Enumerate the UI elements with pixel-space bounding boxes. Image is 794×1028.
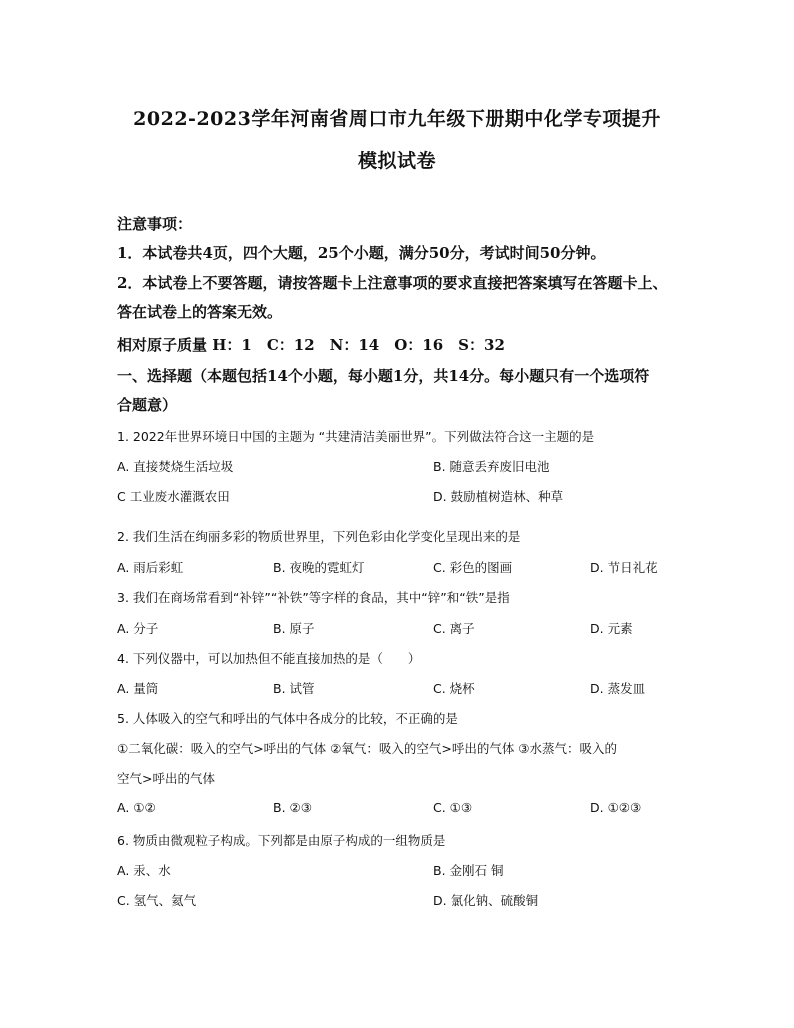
question-4-option-c: C. 烧杯 bbox=[433, 681, 475, 696]
question-4-option-d: D. 蒸发皿 bbox=[590, 681, 646, 696]
question-2-option-b: B. 夜晚的霓虹灯 bbox=[273, 560, 365, 575]
question-4-option-a: A. 量筒 bbox=[117, 681, 159, 696]
question-5-option-a: A. ①② bbox=[117, 800, 156, 815]
question-5-option-c: C. ①③ bbox=[433, 800, 473, 815]
notes-heading: 注意事项： bbox=[117, 215, 193, 233]
question-3-option-b: B. 原子 bbox=[273, 621, 315, 636]
question-5-detail-cont: 空气>呼出的气体 bbox=[117, 771, 215, 786]
question-5-stem: 5. 人体吸入的空气和呼出的气体中各成分的比较，不正确的是 bbox=[117, 711, 458, 726]
question-4-stem: 4. 下列仪器中，可以加热但不能直接加热的是（ ） bbox=[117, 651, 421, 666]
atomic-mass-line: 相对原子质量 H：1 C：12 N：14 O：16 S：32 bbox=[117, 336, 505, 354]
question-2-option-a: A. 雨后彩虹 bbox=[117, 560, 184, 575]
section-heading-cont: 合题意） bbox=[117, 396, 178, 414]
question-3-option-c: C. 离子 bbox=[433, 621, 475, 636]
question-2-stem: 2. 我们生活在绚丽多彩的物质世界里，下列色彩由化学变化呈现出来的是 bbox=[117, 529, 521, 544]
question-1-option-b: B. 随意丢弃废旧电池 bbox=[433, 459, 550, 474]
question-5-option-d: D. ①②③ bbox=[590, 800, 642, 815]
note-item-1: 1．本试卷共4页，四个大题，25个小题，满分50分，考试时间50分钟。 bbox=[117, 244, 606, 262]
question-1-option-a: A. 直接焚烧生活垃圾 bbox=[117, 459, 234, 474]
question-1-stem: 1. 2022年世界环境日中国的主题为 “共建清洁美丽世界”。下列做法符合这一主题的是 bbox=[117, 429, 595, 444]
question-5-option-b: B. ②③ bbox=[273, 800, 312, 815]
question-3-stem: 3. 我们在商场常看到“补锌”“补铁”等字样的食品，其中“锌”和“铁”是指 bbox=[117, 590, 510, 605]
question-2-option-d: D. 节日礼花 bbox=[590, 560, 658, 575]
note-item-2-cont: 答在试卷上的答案无效。 bbox=[117, 303, 283, 321]
exam-title-line1: 2022-2023学年河南省周口市九年级下册期中化学专项提升 bbox=[133, 108, 661, 130]
question-6-option-c: C. 氢气、氦气 bbox=[117, 893, 197, 908]
question-1-option-c: C 工业废水灌溉农田 bbox=[117, 489, 230, 504]
section-heading: 一、选择题（本题包括14个小题，每小题1分，共14分。每小题只有一个选项符 bbox=[117, 367, 650, 385]
question-6-option-b: B. 金刚石 铜 bbox=[433, 863, 504, 878]
question-3-option-d: D. 元素 bbox=[590, 621, 633, 636]
question-6-option-a: A. 汞、水 bbox=[117, 863, 171, 878]
question-1-option-d: D. 鼓励植树造林、种草 bbox=[433, 489, 564, 504]
question-3-option-a: A. 分子 bbox=[117, 621, 159, 636]
exam-title-line2: 模拟试卷 bbox=[357, 150, 436, 172]
question-5-detail: ①二氧化碳：吸入的空气>呼出的气体 ②氧气：吸入的空气>呼出的气体 ③水蒸气：吸入的 bbox=[117, 741, 618, 756]
note-item-2: 2．本试卷上不要答题，请按答题卡上注意事项的要求直接把答案填写在答题卡上、 bbox=[117, 274, 668, 292]
question-6-option-d: D. 氯化钠、硫酸铜 bbox=[433, 893, 539, 908]
question-6-stem: 6. 物质由微观粒子构成。下列都是由原子构成的一组物质是 bbox=[117, 833, 446, 848]
question-2-option-c: C. 彩色的图画 bbox=[433, 560, 513, 575]
question-4-option-b: B. 试管 bbox=[273, 681, 315, 696]
